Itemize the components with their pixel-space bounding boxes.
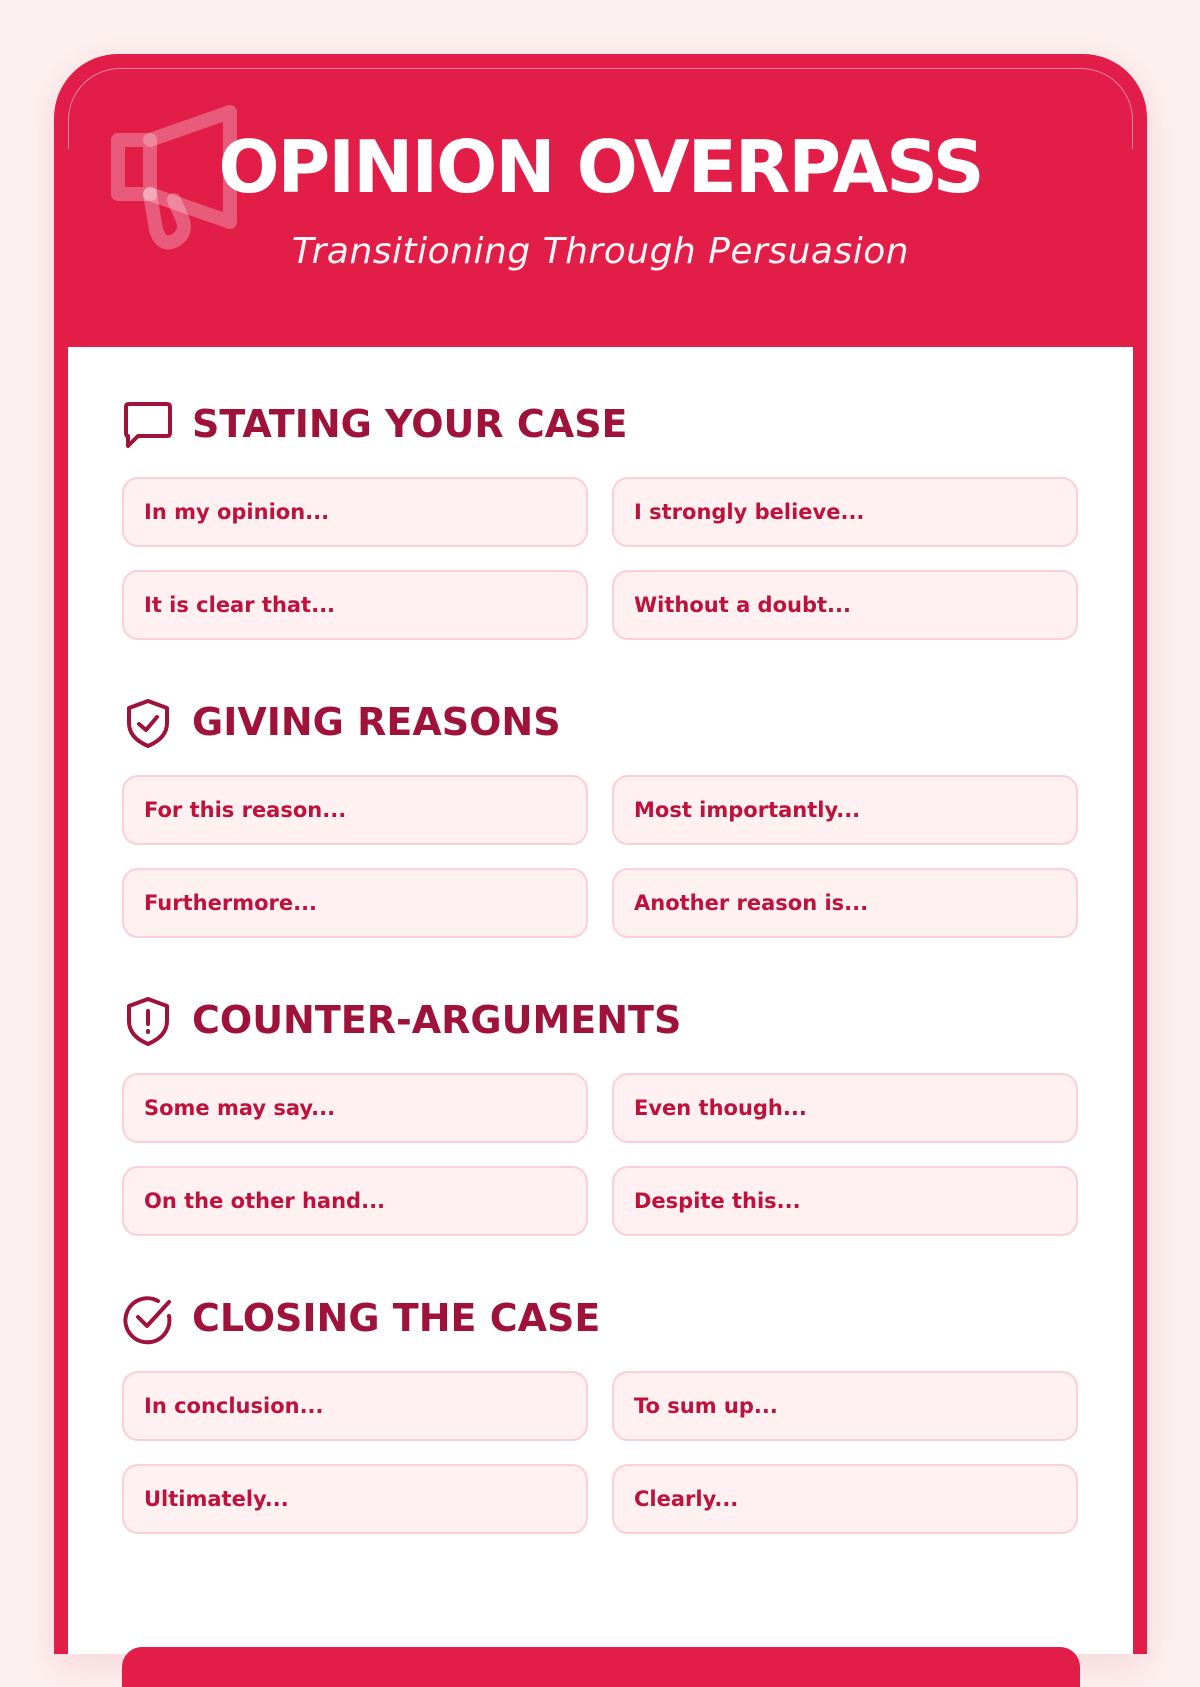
circle-check-icon [122,1293,174,1345]
phrase-card[interactable]: Furthermore... [122,868,588,938]
footer-bar [122,1647,1080,1687]
section-title: GIVING REASONS [192,700,561,744]
section-heading [122,993,1080,1047]
section-heading [122,695,1080,749]
section-title: CLOSING THE CASE [192,1296,601,1340]
section-giving-reasons [122,695,1080,915]
phrase-card[interactable]: I strongly believe... [612,477,1078,547]
phrase-card[interactable]: Clearly... [612,1464,1078,1534]
content-panel [68,347,1133,1654]
section-title: STATING YOUR CASE [192,402,628,446]
header [54,54,1147,347]
section-title: COUNTER-ARGUMENTS [192,998,682,1042]
shield-check-icon [122,697,174,749]
phrase-card[interactable]: Most importantly... [612,775,1078,845]
phrase-card[interactable]: For this reason... [122,775,588,845]
phrase-card[interactable]: On the other hand... [122,1166,588,1236]
speech-bubble-icon [122,399,174,451]
phrase-card[interactable]: Ultimately... [122,1464,588,1534]
phrase-card[interactable]: In my opinion... [122,477,588,547]
phrase-card[interactable]: Some may say... [122,1073,588,1143]
phrase-card[interactable]: In conclusion... [122,1371,588,1441]
section-stating-your-case [122,397,1080,617]
page-subtitle: Transitioning Through Persuasion [291,231,910,272]
section-counter-arguments [122,993,1080,1213]
section-closing-the-case [122,1291,1080,1511]
page-title: OPINION OVERPASS [218,125,983,209]
section-heading [122,397,1080,451]
poster-card [54,54,1147,1654]
phrase-card[interactable]: To sum up... [612,1371,1078,1441]
phrase-card[interactable]: Even though... [612,1073,1078,1143]
phrase-card[interactable]: It is clear that... [122,570,588,640]
shield-alert-icon [122,995,174,1047]
phrase-card[interactable]: Without a doubt... [612,570,1078,640]
phrase-card[interactable]: Despite this... [612,1166,1078,1236]
section-heading [122,1291,1080,1345]
phrase-card[interactable]: Another reason is... [612,868,1078,938]
